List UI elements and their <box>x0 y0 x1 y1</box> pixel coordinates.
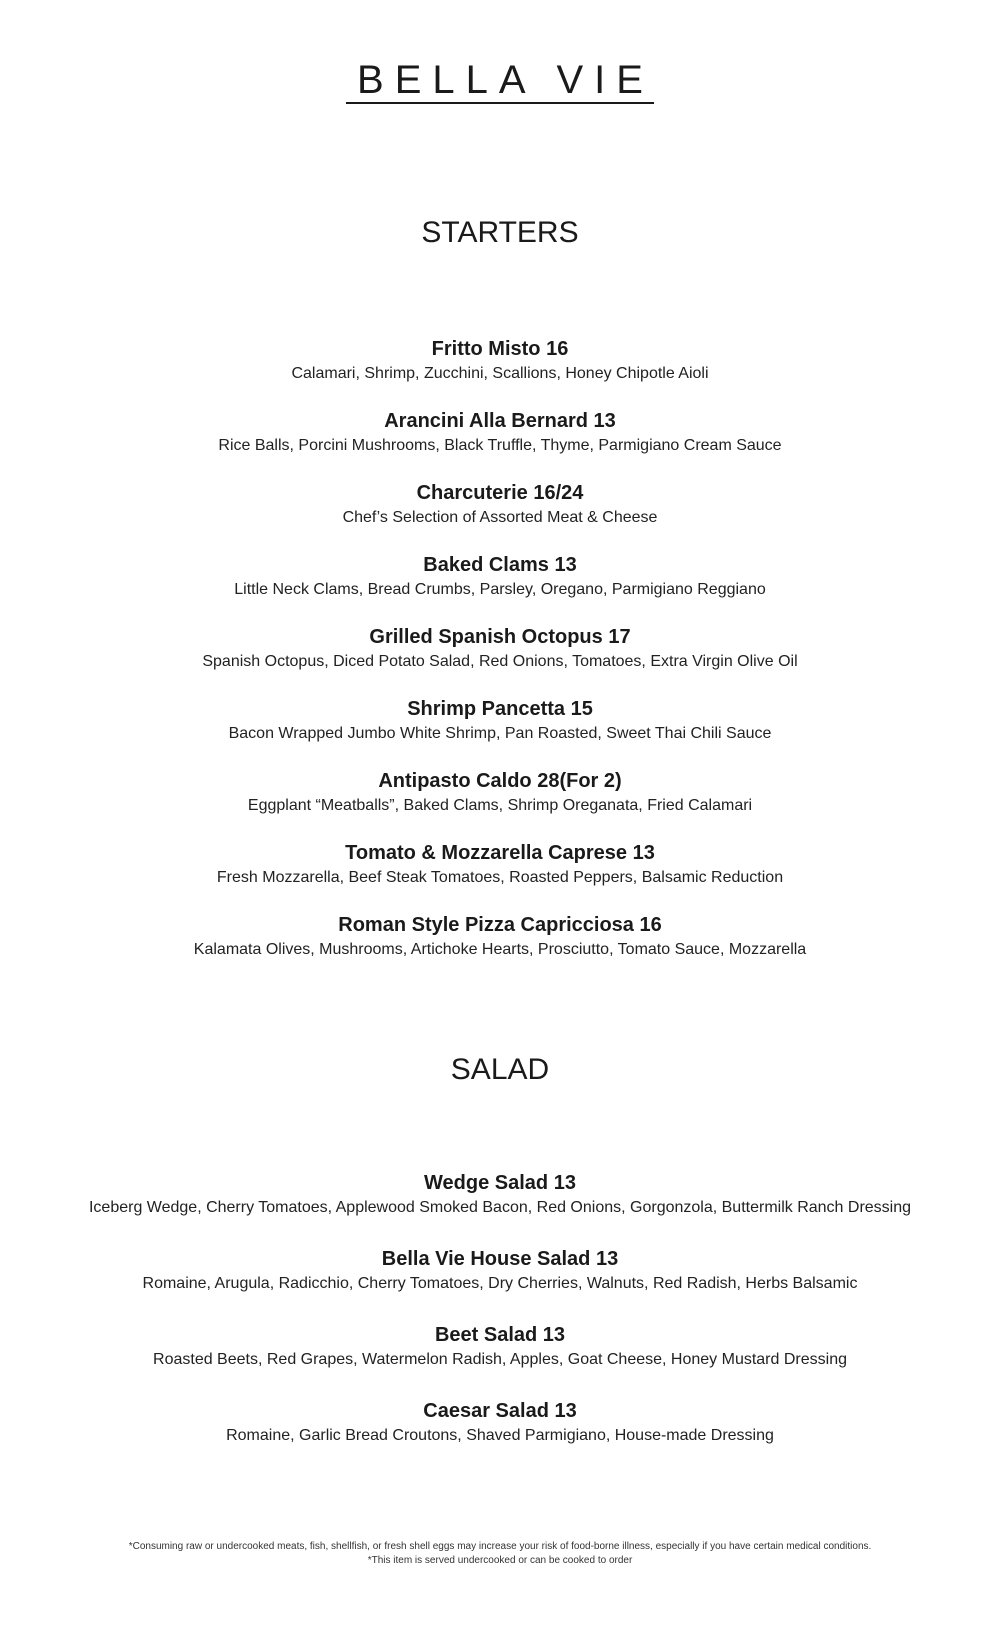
menu-item <box>0 768 1000 840</box>
menu-item <box>0 624 1000 696</box>
menu-item <box>0 696 1000 768</box>
item-name: Grilled Spanish Octopus 17 <box>369 626 631 648</box>
menu-item <box>0 1170 1000 1246</box>
salad-list <box>0 1170 1000 1474</box>
menu-item <box>0 840 1000 912</box>
item-name: Wedge Salad 13 <box>424 1172 576 1194</box>
item-description: Rice Balls, Porcini Mushrooms, Black Truffle, Thyme, Parmigiano Cream Sauce <box>218 437 782 454</box>
item-description: Romaine, Arugula, Radicchio, Cherry Tomatoes, Dry Cherries, Walnuts, Red Radish, Herbs Balsamic <box>142 1275 858 1292</box>
item-name: Tomato & Mozzarella Caprese 13 <box>345 842 655 864</box>
restaurant-name <box>0 58 1000 104</box>
menu-item <box>0 480 1000 552</box>
item-name: Beet Salad 13 <box>434 1324 566 1346</box>
menu-item <box>0 1246 1000 1322</box>
disclaimer-line: *Consuming raw or undercooked meats, fish, shellfish, or fresh shell eggs may increase your risk of food-borne illness, especially if you have certain medical conditions. <box>128 1541 872 1552</box>
disclaimer-line: *This item is served undercooked or can be cooked to order <box>367 1555 633 1566</box>
item-description: Spanish Octopus, Diced Potato Salad, Red Onions, Tomatoes, Extra Virgin Olive Oil <box>202 653 798 670</box>
item-name: Shrimp Pancetta 15 <box>407 698 593 720</box>
item-name: Fritto Misto 16 <box>431 338 569 360</box>
item-description: Chef’s Selection of Assorted Meat & Cheese <box>342 509 658 526</box>
menu-item <box>0 336 1000 408</box>
item-description: Eggplant “Meatballs”, Baked Clams, Shrimp Oreganata, Fried Calamari <box>247 797 753 814</box>
salad-title: SALAD <box>450 1053 550 1086</box>
item-description: Roasted Beets, Red Grapes, Watermelon Radish, Apples, Goat Cheese, Honey Mustard Dressing <box>153 1351 847 1368</box>
menu-item <box>0 1322 1000 1398</box>
menu-item <box>0 912 1000 984</box>
item-description: Fresh Mozzarella, Beef Steak Tomatoes, Roasted Peppers, Balsamic Reduction <box>216 869 784 886</box>
item-name: Arancini Alla Bernard 13 <box>384 410 616 432</box>
item-name: Bella Vie House Salad 13 <box>381 1248 619 1270</box>
item-name: Roman Style Pizza Capricciosa 16 <box>338 914 662 936</box>
menu-item <box>0 552 1000 624</box>
menu-item <box>0 408 1000 480</box>
item-description: Kalamata Olives, Mushrooms, Artichoke Hearts, Prosciutto, Tomato Sauce, Mozzarella <box>193 941 807 958</box>
item-description: Little Neck Clams, Bread Crumbs, Parsley, Oregano, Parmigiano Reggiano <box>234 581 766 598</box>
item-description: Romaine, Garlic Bread Croutons, Shaved Parmigiano, House-made Dressing <box>226 1427 774 1444</box>
item-name: Charcuterie 16/24 <box>416 482 584 504</box>
starters-list <box>0 336 1000 984</box>
starters-title: STARTERS <box>421 216 579 249</box>
disclaimer <box>0 1540 1000 1568</box>
item-description: Iceberg Wedge, Cherry Tomatoes, Applewood Smoked Bacon, Red Onions, Gorgonzola, Buttermilk Ranch Dressing <box>88 1199 912 1216</box>
item-description: Bacon Wrapped Jumbo White Shrimp, Pan Roasted, Sweet Thai Chili Sauce <box>228 725 772 742</box>
menu-item <box>0 1398 1000 1474</box>
restaurant-name-text: BELLA VIE <box>346 58 654 104</box>
item-name: Caesar Salad 13 <box>423 1400 577 1422</box>
item-name: Baked Clams 13 <box>423 554 577 576</box>
item-name: Antipasto Caldo 28(For 2) <box>378 770 622 792</box>
item-description: Calamari, Shrimp, Zucchini, Scallions, Honey Chipotle Aioli <box>291 365 709 382</box>
